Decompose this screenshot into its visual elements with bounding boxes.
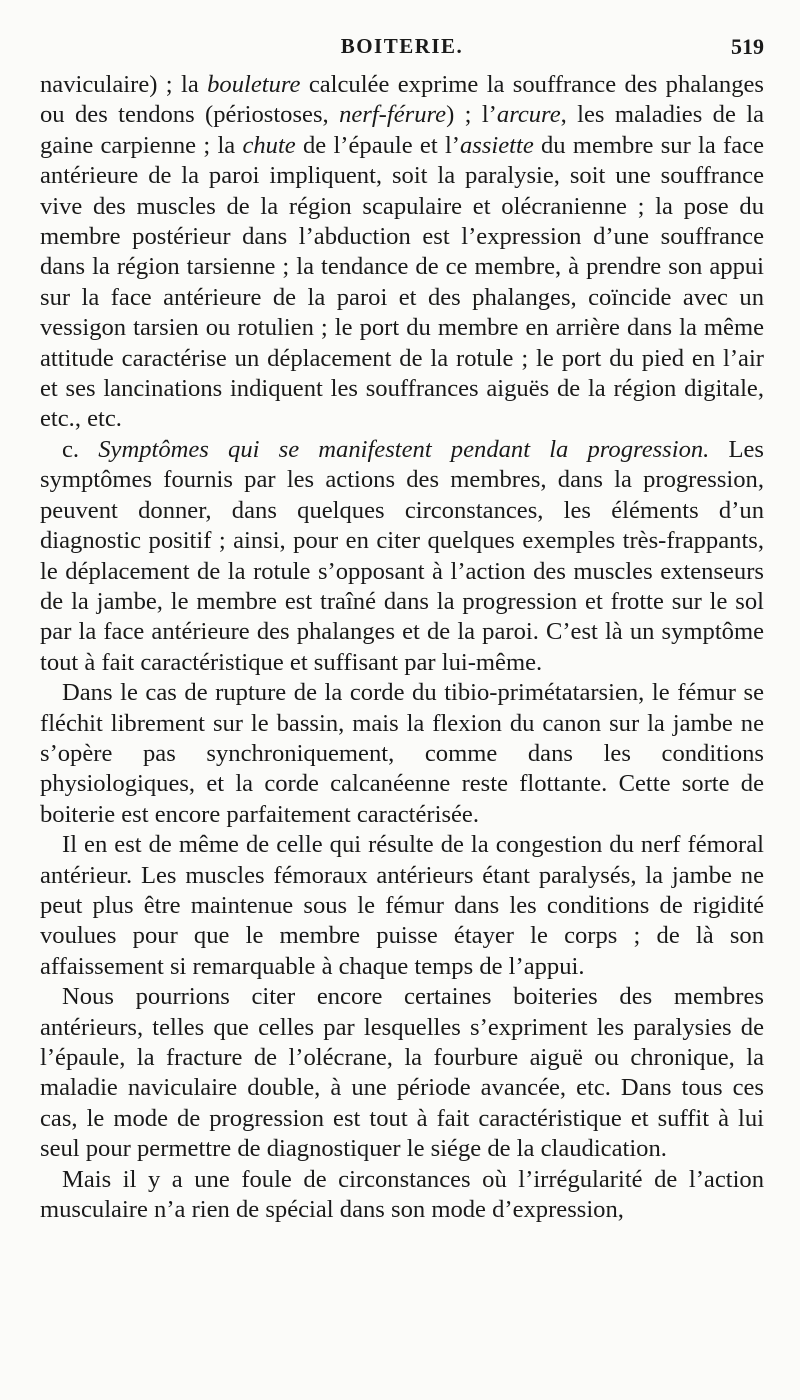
paragraph-2: [40, 435, 764, 678]
text-segment: , les maladies de la gaine carpienne ; la: [40, 101, 765, 159]
italic-term: nerf-férure: [339, 101, 447, 129]
paragraph-3: [40, 678, 764, 830]
text-segment: Mais il y a une foule de circonstances où l’irrégularité de l’action musculaire n’a rien de spécial dans son mode d’expression,: [40, 1165, 764, 1224]
text-segment: calculée exprime la souffrance des phalanges ou des tendons (périostoses,: [40, 71, 764, 129]
text-segment: Il en est de même de celle qui résulte de la congestion du nerf fémoral antérieur. Les muscles fémoraux antérieurs étant paralysés, la jambe ne peut plus être maintenue sous le fémur dans les conditions de rigidité voulues pour que le membre puisse étayer le corps ; de là son affaissement si remarquable à chaque temps de l’appui.: [40, 831, 764, 980]
paragraph-4: [40, 830, 764, 982]
page-number: 519: [731, 34, 764, 59]
page-header: [40, 30, 764, 64]
italic-term: chute: [242, 131, 296, 159]
paragraph-1: [40, 70, 764, 435]
paragraph-6: [40, 1165, 764, 1226]
text-segment: Nous pourrions citer encore certaines boiteries des membres antérieurs, telles que celles par lesquelles s’expriment les paralysies de l’épaule, la fracture de l’olécrane, la fourbure aiguë ou chronique, la maladie naviculaire double, à une période avancée, etc. Dans tous ces cas, le mode de progression est tout à fait caractéristique et suffit à lui seul pour permettre de diagnostiquer le siége de la claudication.: [40, 983, 764, 1163]
text-segment: naviculaire) ; la: [40, 71, 208, 98]
italic-term: arcure: [496, 101, 561, 129]
text-segment: Dans le cas de rupture de la corde du tibio-primétatarsien, le fémur se fléchit librement sur le bassin, mais la flexion du canon sur la jambe ne s’opère pas synchroniquement, comme dans les conditions physiologiques, et la corde calcanéenne reste flottante. Cette sorte de boiterie est encore parfaitement caractérisée.: [40, 679, 764, 828]
section-heading-italic: Symptômes qui se manifestent pendant la progression.: [98, 435, 710, 463]
text-segment: de l’épaule et l’: [295, 131, 460, 159]
text-segment: Les symptômes fournis par les actions des membres, dans la progression, peuvent donner, dans quelques circonstances, les éléments d’un diagnostic positif ; ainsi, pour en citer quelques exemples très-frappants, le déplacement de la rotule s’opposant à l’action des muscles extenseurs de la jambe, le membre est traîné dans la progression et frotte sur le sol par la face antérieure des phalanges et de la paroi. C’est là un symptôme tout à fait caractéristique et suffisant par lui-même.: [40, 435, 764, 676]
paragraph-5: [40, 982, 764, 1164]
italic-term: bouleture: [207, 71, 301, 98]
text-segment: ) ; l’: [446, 101, 497, 129]
running-head: BOITERIE.: [340, 34, 464, 58]
body-text: [40, 70, 764, 1225]
text-segment: c.: [62, 435, 99, 463]
italic-term: assiette: [459, 131, 534, 159]
text-segment: du membre sur la face antérieure de la paroi impliquent, soit la paralysie, soit une souffrance vive des muscles de la région scapulaire et olécranienne ; la pose du membre postérieur dans l’abduction est l’expression d’une souffrance dans la région tarsienne ; la tendance de ce membre, à prendre son appui sur la face antérieure de la paroi et des phalanges, coïncide avec un vessigon tarsien ou rotulien ; le port du membre en arrière dans la même attitude caractérise un déplacement de la rotule ; le port du pied en l’air et ses lancinations indiquent les souffrances aiguës de la région digitale, etc., etc.: [40, 131, 764, 433]
